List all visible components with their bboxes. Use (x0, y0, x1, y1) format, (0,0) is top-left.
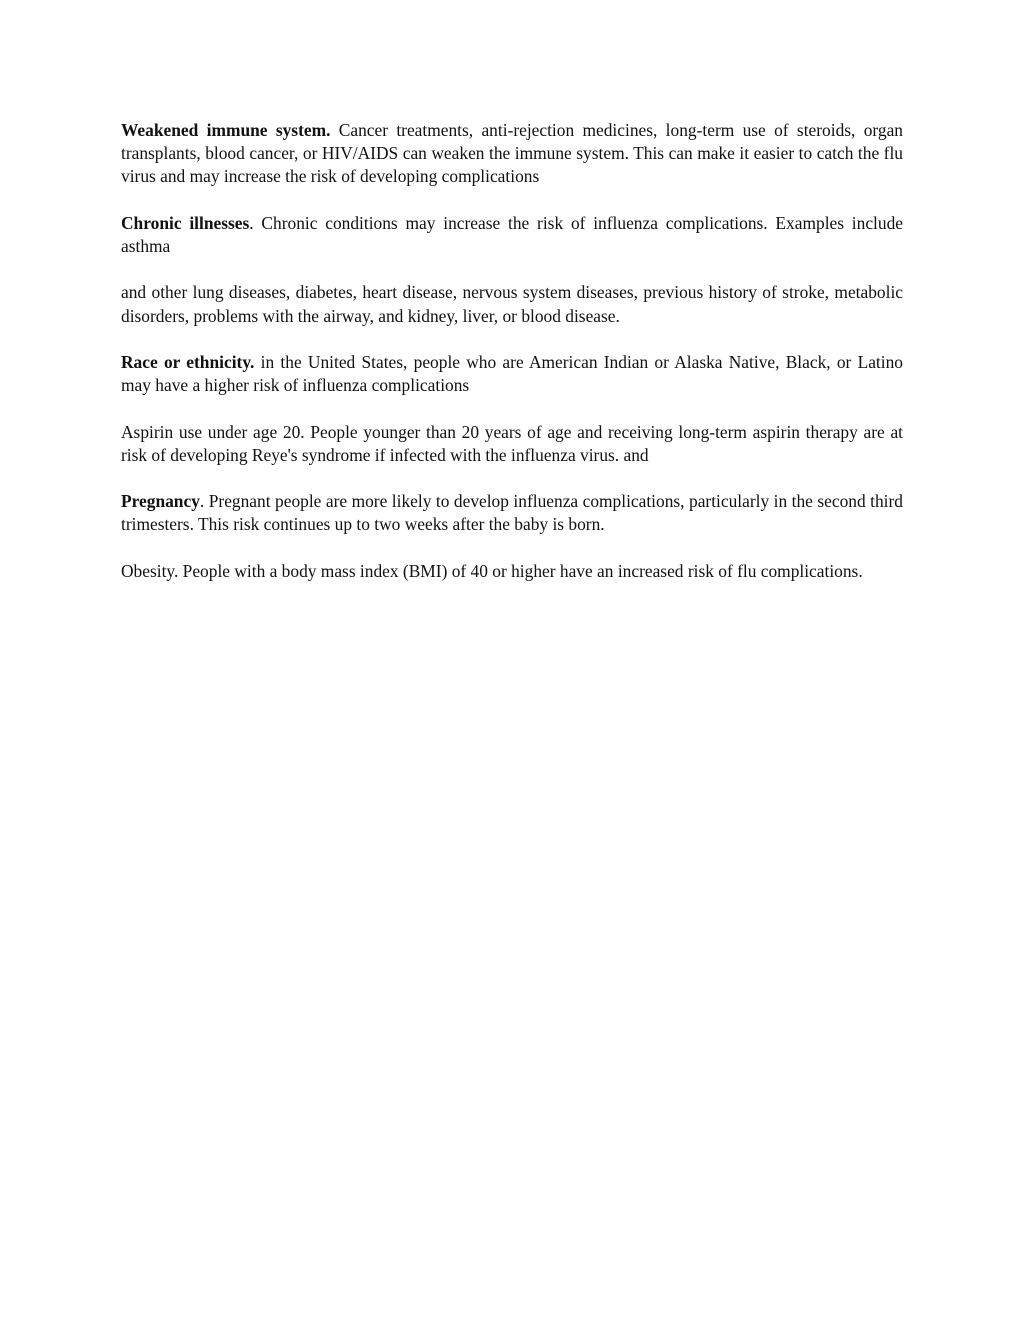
paragraph-text: . Pregnant people are more likely to develop influenza complications, particularly in the second third trimesters. This risk continues up to two weeks after the baby is born. (121, 491, 903, 535)
paragraph-pregnancy (121, 490, 903, 536)
paragraph-text: Aspirin use under age 20. People younger than 20 years of age and receiving long-term aspirin therapy are at risk of developing Reye's syndrome if infected with the influenza virus. and (121, 421, 903, 465)
paragraph-text: and other lung diseases, diabetes, heart disease, nervous system diseases, previous history of stroke, metabolic disorders, problems with the airway, and kidney, liver, or blood disease. (121, 282, 903, 326)
document-page (121, 119, 903, 606)
paragraph-heading: Pregnancy (121, 491, 200, 512)
paragraph-heading: Weakened immune system. (121, 120, 331, 140)
paragraph-heading: Chronic illnesses (121, 212, 250, 233)
paragraph-text: Cancer treatments, anti-rejection medicines, long-term use of steroids, organ transplants, blood cancer, or HIV/AIDS can weaken the immune system. This can make it easier to catch the flu virus and may increase the risk of developing complications (121, 120, 904, 187)
paragraph-race-or-ethnicity (121, 351, 903, 397)
paragraph-heading: Race or ethnicity. (121, 351, 255, 372)
paragraph-aspirin-use (121, 421, 903, 467)
paragraph-text: . Chronic conditions may increase the risk of influenza complications. Examples include asthma (121, 212, 903, 256)
paragraph-text: in the United States, people who are American Indian or Alaska Native, Black, or Latino may have a higher risk of influenza complications (121, 351, 903, 396)
paragraph-text: Obesity. People with a body mass index (BMI) of 40 or higher have an increased risk of flu complications. (121, 560, 863, 581)
paragraph-chronic-illnesses (121, 212, 903, 258)
paragraph-weakened-immune-system (121, 119, 903, 189)
paragraph-obesity (121, 560, 903, 583)
paragraph-chronic-illnesses-continued (121, 281, 903, 327)
